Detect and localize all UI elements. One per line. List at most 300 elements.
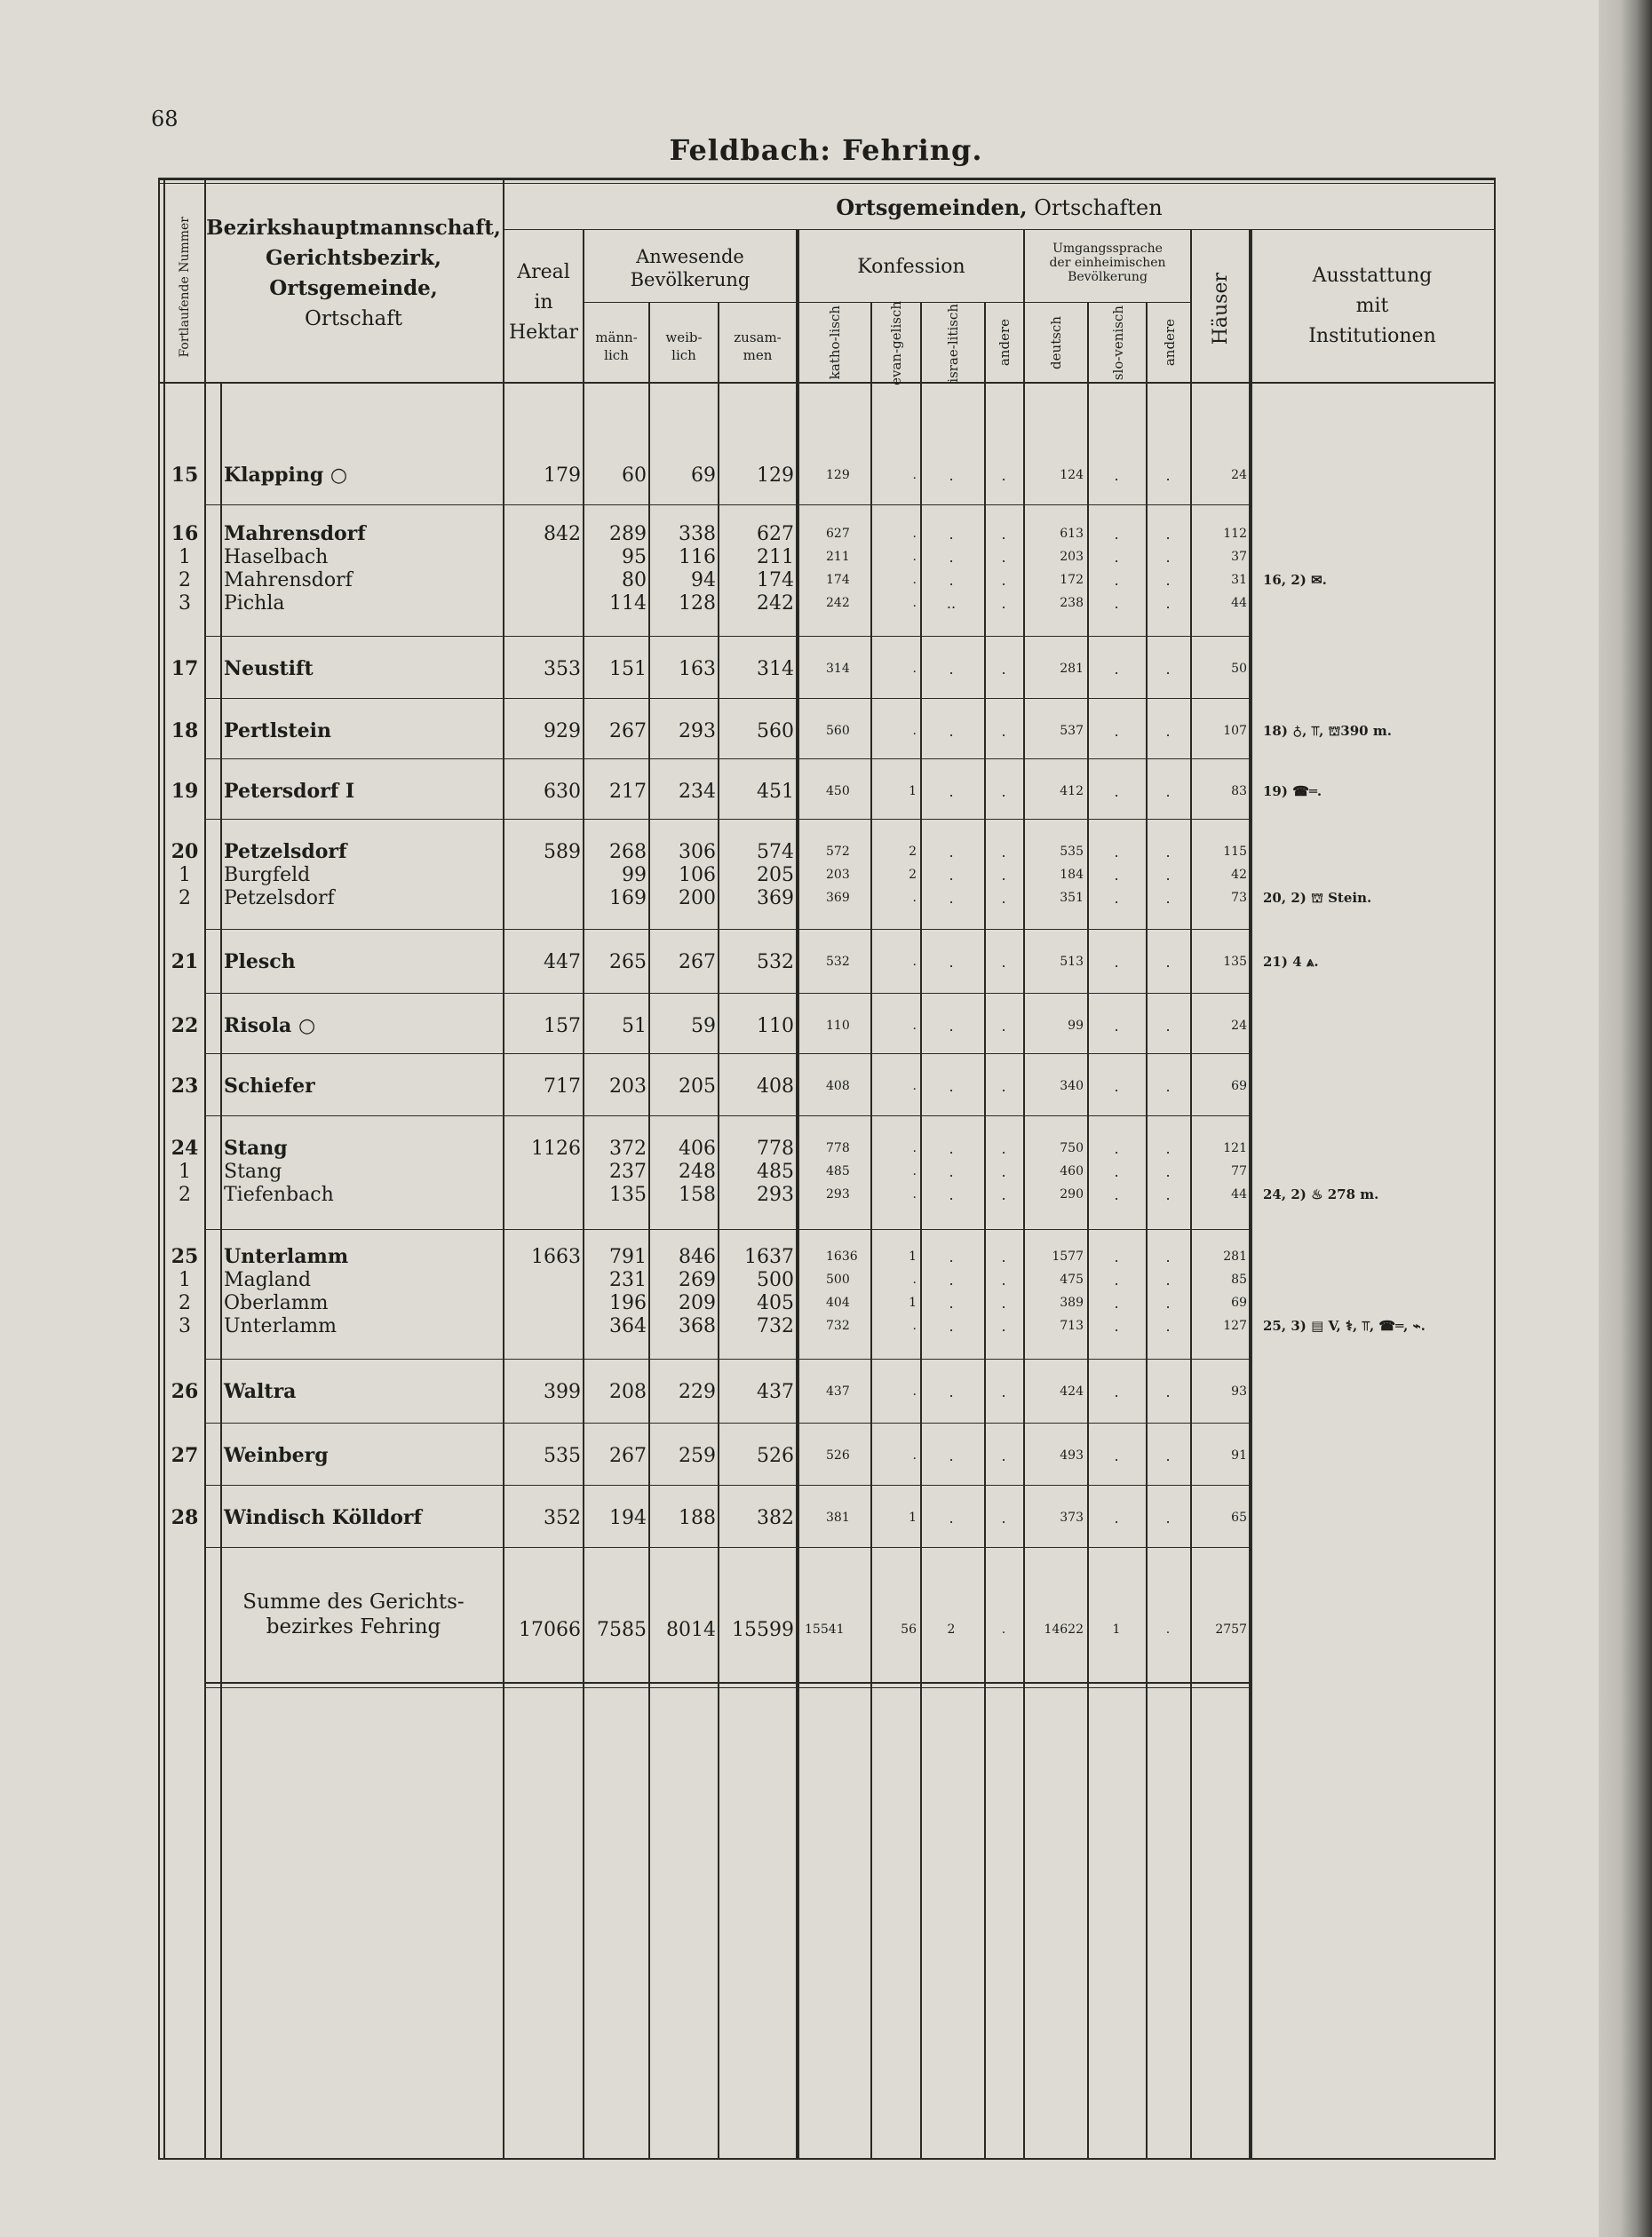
cell-f: 293 [679, 720, 716, 742]
cell-name: Plesch [224, 950, 296, 973]
cell-lo: . [1165, 890, 1171, 907]
header-female: weib- lich [665, 329, 703, 363]
cell-cat: 369 [826, 891, 850, 905]
cell-ev: . [912, 527, 917, 541]
cell-t: 408 [757, 1075, 794, 1098]
cell-h: 24 [1231, 468, 1247, 482]
cell-m: 372 [609, 1138, 647, 1160]
cell-ev: . [912, 573, 917, 587]
cell-lo: . [1165, 867, 1171, 884]
cell-lo: . [1165, 1249, 1171, 1265]
cell-f: 406 [679, 1138, 716, 1160]
cell-sl: . [1114, 526, 1119, 543]
cell-isr: . [949, 1186, 954, 1203]
cell-h: 121 [1223, 1141, 1247, 1155]
cell-isr: . [949, 526, 954, 543]
cell-lo: . [1165, 723, 1171, 740]
cell-ev: . [912, 1164, 917, 1178]
cell-de: 389 [1060, 1296, 1084, 1310]
cell-de: 290 [1060, 1187, 1084, 1202]
cell-ao: . [1001, 526, 1006, 543]
cell-isr: . [949, 1078, 954, 1095]
cell-h: 44 [1231, 596, 1247, 610]
cell-sl: . [1114, 572, 1119, 589]
cell-f: 269 [679, 1269, 716, 1291]
cell-nr: 20 [171, 840, 199, 863]
header-slovene: slo-venisch [1110, 305, 1126, 381]
cell-de: 535 [1060, 845, 1084, 859]
cell-m: 151 [609, 658, 647, 680]
cell-nr: 27 [171, 1444, 199, 1467]
cell-isr: . [949, 867, 954, 884]
cell-name: Burgfeld [224, 864, 311, 886]
cell-h: 112 [1223, 527, 1247, 541]
cell-f: 158 [679, 1184, 716, 1206]
cell-inst: 25, 3) ▤ V, ⚕, ⫪, ☎═, ⌁. [1263, 1318, 1426, 1334]
cell-lo: . [1165, 1510, 1171, 1527]
header-lang-other: andere [1162, 319, 1178, 367]
cell-de: 124 [1060, 468, 1084, 482]
cell-name: Tiefenbach [224, 1184, 334, 1206]
cell-f: 128 [679, 592, 716, 615]
cell-m: 265 [609, 951, 647, 973]
cell-f: 267 [679, 951, 716, 973]
cell-nr: 3 [179, 1315, 191, 1337]
cell-isr: . [949, 1384, 954, 1400]
cell-h: 69 [1231, 1079, 1247, 1093]
cell-cat: 560 [826, 724, 850, 738]
cell-inst: 24, 2) ♨ 278 m. [1263, 1186, 1379, 1202]
cell-area: 1126 [531, 1138, 581, 1160]
cell-ao: . [1001, 1163, 1006, 1180]
cell-lo: . [1165, 1448, 1171, 1464]
cell-cat: 293 [826, 1187, 850, 1202]
cell-area: 535 [544, 1445, 581, 1467]
cell-ev: . [912, 1079, 917, 1093]
cell-nr: 2 [179, 569, 191, 591]
cell-m: 208 [609, 1381, 647, 1403]
cell-t: 382 [757, 1507, 794, 1529]
cell-ao: . [1001, 1249, 1006, 1265]
cell-m: 196 [609, 1292, 647, 1314]
summary-f: 8014 [666, 1619, 716, 1641]
cell-ev: . [912, 1273, 917, 1287]
cell-name: Risola ○ [224, 1014, 316, 1037]
cell-ev: . [912, 1141, 917, 1155]
cell-h: 73 [1231, 891, 1247, 905]
cell-h: 91 [1231, 1448, 1247, 1463]
cell-ev: . [912, 724, 917, 738]
cell-h: 65 [1231, 1511, 1247, 1525]
cell-inst: 16, 2) ✉. [1263, 572, 1327, 588]
cell-cat: 526 [826, 1448, 850, 1463]
cell-nr: 25 [171, 1245, 199, 1268]
cell-name: Magland [224, 1269, 312, 1291]
cell-t: 211 [757, 546, 794, 568]
cell-h: 42 [1231, 868, 1247, 882]
cell-ao: . [1001, 549, 1006, 566]
cell-ao: . [1001, 467, 1006, 484]
cell-sl: . [1114, 1140, 1119, 1157]
cell-area: 929 [544, 720, 581, 742]
cell-sl: . [1114, 661, 1119, 678]
cell-name: Weinberg [224, 1444, 329, 1467]
cell-m: 203 [609, 1075, 647, 1098]
cell-isr: . [949, 1448, 954, 1464]
cell-isr: . [949, 572, 954, 589]
cell-h: 83 [1231, 784, 1247, 798]
cell-name: Petersdorf I [224, 780, 355, 803]
cell-nr: 24 [171, 1137, 199, 1160]
cell-isr: . [949, 723, 954, 740]
cell-f: 59 [691, 1015, 716, 1037]
cell-m: 237 [609, 1161, 647, 1183]
cell-nr: 18 [171, 719, 199, 742]
cell-ao: . [1001, 1448, 1006, 1464]
cell-name: Mahrensdorf [224, 522, 366, 545]
cell-m: 267 [609, 720, 647, 742]
cell-lo: . [1165, 467, 1171, 484]
cell-f: 234 [679, 781, 716, 803]
cell-area: 399 [544, 1381, 581, 1403]
cell-nr: 15 [171, 464, 199, 487]
cell-nr: 28 [171, 1506, 199, 1529]
cell-ev: 1 [909, 1249, 917, 1264]
cell-lo: . [1165, 1018, 1171, 1035]
cell-sl: . [1114, 783, 1119, 800]
cell-sl: . [1114, 1318, 1119, 1335]
cell-area: 842 [544, 523, 581, 545]
cell-f: 248 [679, 1161, 716, 1183]
cell-lo: . [1165, 595, 1171, 612]
cell-isr: . [949, 1295, 954, 1312]
cell-lo: . [1165, 526, 1171, 543]
cell-t: 314 [757, 658, 794, 680]
cell-de: 412 [1060, 784, 1084, 798]
cell-m: 791 [609, 1246, 647, 1268]
cell-de: 537 [1060, 724, 1084, 738]
cell-sl: . [1114, 954, 1119, 971]
cell-t: 369 [757, 887, 794, 909]
cell-de: 203 [1060, 550, 1084, 564]
cell-ao: . [1001, 1186, 1006, 1203]
cell-ao: . [1001, 844, 1006, 861]
summary-lo: . [1165, 1622, 1171, 1637]
cell-nr: 2 [179, 1292, 191, 1314]
cell-isr: . [949, 467, 954, 484]
cell-nr: 26 [171, 1380, 199, 1403]
cell-ev: . [912, 662, 917, 676]
cell-cat: 203 [826, 868, 850, 882]
cell-f: 106 [679, 864, 716, 886]
cell-lo: . [1165, 572, 1171, 589]
cell-f: 259 [679, 1445, 716, 1467]
cell-f: 229 [679, 1381, 716, 1403]
cell-f: 188 [679, 1507, 716, 1529]
cell-ao: . [1001, 867, 1006, 884]
cell-f: 205 [679, 1075, 716, 1098]
cell-sl: . [1114, 1078, 1119, 1095]
cell-de: 340 [1060, 1079, 1084, 1093]
cell-t: 451 [757, 781, 794, 803]
cell-lo: . [1165, 1186, 1171, 1203]
cell-sl: . [1114, 1018, 1119, 1035]
cell-nr: 19 [171, 780, 199, 803]
cell-ao: . [1001, 1078, 1006, 1095]
cell-area: 447 [544, 951, 581, 973]
cell-ao: . [1001, 1384, 1006, 1400]
cell-nr: 3 [179, 592, 191, 615]
cell-cat: 174 [826, 573, 850, 587]
cell-nr: 17 [171, 657, 199, 680]
cell-name: Haselbach [224, 546, 329, 568]
cell-nr: 2 [179, 887, 191, 909]
cell-nr: 1 [179, 1269, 191, 1291]
cell-nr: 1 [179, 864, 191, 886]
cell-ao: . [1001, 1272, 1006, 1289]
header-language: Umgangssprache der einheimischen Bevölkerung [1049, 242, 1166, 284]
header-protestant: evan-gelisch [888, 300, 904, 385]
cell-m: 51 [622, 1015, 647, 1037]
cell-ev: . [912, 468, 917, 482]
cell-lo: . [1165, 783, 1171, 800]
cell-h: 37 [1231, 550, 1247, 564]
cell-nr: 21 [171, 950, 199, 973]
cell-m: 289 [609, 523, 647, 545]
header-confession: Konfession [857, 256, 965, 278]
cell-t: 293 [757, 1184, 794, 1206]
cell-sl: . [1114, 1448, 1119, 1464]
cell-cat: 532 [826, 955, 850, 969]
cell-ao: . [1001, 572, 1006, 589]
cell-de: 513 [1060, 955, 1084, 969]
cell-f: 209 [679, 1292, 716, 1314]
cell-f: 846 [679, 1246, 716, 1268]
cell-m: 99 [622, 864, 647, 886]
cell-h: 50 [1231, 662, 1247, 676]
cell-cat: 572 [826, 845, 850, 859]
cell-m: 231 [609, 1269, 647, 1291]
cell-isr: . [949, 661, 954, 678]
cell-name: Petzelsdorf [224, 840, 347, 863]
cell-ao: . [1001, 954, 1006, 971]
header-district: Bezirkshauptmannschaft, Gerichtsbezirk, Ortsgemeinde, Ortschaft [206, 216, 501, 330]
cell-m: 194 [609, 1507, 647, 1529]
cell-area: 179 [544, 464, 581, 487]
cell-h: 69 [1231, 1296, 1247, 1310]
cell-m: 364 [609, 1315, 647, 1337]
cell-t: 778 [757, 1138, 794, 1160]
cell-cat: 381 [826, 1511, 850, 1525]
cell-de: 613 [1060, 527, 1084, 541]
cell-isr: . [949, 844, 954, 861]
cell-isr: . [949, 549, 954, 566]
cell-nr: 1 [179, 546, 191, 568]
cell-area: 1663 [531, 1246, 581, 1268]
cell-cat: 129 [826, 468, 850, 482]
cell-t: 526 [757, 1445, 794, 1467]
cell-de: 750 [1060, 1141, 1084, 1155]
cell-de: 99 [1068, 1019, 1084, 1033]
cell-cat: 404 [826, 1296, 850, 1310]
cell-sl: . [1114, 1249, 1119, 1265]
cell-cat: 211 [826, 550, 850, 564]
cell-nr: 2 [179, 1184, 191, 1206]
cell-lo: . [1165, 1295, 1171, 1312]
cell-name: Unterlamm [224, 1315, 337, 1337]
cell-cat: 485 [826, 1164, 850, 1178]
cell-h: 107 [1223, 724, 1247, 738]
cell-area: 589 [544, 841, 581, 863]
cell-sl: . [1114, 1510, 1119, 1527]
cell-ev: 2 [909, 868, 917, 882]
cell-name: Stang [224, 1161, 282, 1183]
cell-ao: . [1001, 1018, 1006, 1035]
cell-ev: . [912, 891, 917, 905]
summary-h: 2757 [1215, 1622, 1247, 1637]
cell-ev: . [912, 1384, 917, 1399]
cell-t: 485 [757, 1161, 794, 1183]
cell-isr: . [949, 1510, 954, 1527]
summary-ev: 56 [901, 1622, 917, 1637]
cell-t: 732 [757, 1315, 794, 1337]
cell-m: 169 [609, 887, 647, 909]
cell-cat: 500 [826, 1273, 850, 1287]
cell-t: 560 [757, 720, 794, 742]
summary-ao: . [1001, 1622, 1006, 1637]
summary-label: Summe des Gerichts- bezirkes Fehring [242, 1590, 465, 1638]
cell-f: 306 [679, 841, 716, 863]
cell-f: 163 [679, 658, 716, 680]
cell-sl: . [1114, 867, 1119, 884]
cell-t: 437 [757, 1381, 794, 1403]
cell-lo: . [1165, 1140, 1171, 1157]
header-row-number: Fortlaufende Nummer [178, 216, 192, 358]
cell-cat: 110 [826, 1019, 850, 1033]
cell-ev: 2 [909, 845, 917, 859]
cell-m: 267 [609, 1445, 647, 1467]
cell-de: 424 [1060, 1384, 1084, 1399]
cell-cat: 437 [826, 1384, 850, 1399]
cell-lo: . [1165, 1384, 1171, 1400]
summary-m: 7585 [597, 1619, 647, 1641]
page-number: 68 [151, 107, 179, 131]
cell-de: 238 [1060, 596, 1084, 610]
header-male: männ- lich [595, 329, 638, 363]
cell-t: 405 [757, 1292, 794, 1314]
cell-ev: . [912, 1448, 917, 1463]
cell-lo: . [1165, 1163, 1171, 1180]
cell-de: 713 [1060, 1319, 1084, 1333]
cell-nr: 23 [171, 1075, 199, 1098]
header-catholic: katho-lisch [827, 305, 843, 380]
summary-area: 17066 [519, 1619, 581, 1641]
cell-sl: . [1114, 844, 1119, 861]
cell-de: 493 [1060, 1448, 1084, 1463]
cell-ao: . [1001, 723, 1006, 740]
cell-name: Schiefer [224, 1075, 315, 1098]
cell-cat: 242 [826, 596, 850, 610]
cell-de: 1577 [1052, 1249, 1084, 1264]
cell-h: 31 [1231, 573, 1247, 587]
cell-f: 338 [679, 523, 716, 545]
header-german: deutsch [1048, 316, 1064, 369]
summary-sl: 1 [1112, 1622, 1121, 1637]
cell-ev: 1 [909, 1296, 917, 1310]
summary-cat: 15541 [805, 1622, 845, 1637]
cell-ao: . [1001, 1318, 1006, 1335]
cell-name: Stang [224, 1137, 288, 1160]
cell-name: Petzelsdorf [224, 887, 335, 909]
cell-inst: 18) ♁, ⫪, ⛫390 m. [1263, 723, 1392, 739]
cell-name: Unterlamm [224, 1245, 349, 1268]
cell-de: 172 [1060, 573, 1084, 587]
cell-sl: . [1114, 595, 1119, 612]
cell-t: 500 [757, 1269, 794, 1291]
cell-isr: . [949, 1272, 954, 1289]
cell-de: 475 [1060, 1273, 1084, 1287]
cell-isr: . [949, 1318, 954, 1335]
cell-name: Pertlstein [224, 719, 331, 742]
cell-isr: . [949, 890, 954, 907]
cell-name: Pichla [224, 592, 285, 615]
cell-ao: . [1001, 783, 1006, 800]
cell-sl: . [1114, 1384, 1119, 1400]
cell-h: 93 [1231, 1384, 1247, 1399]
cell-area: 352 [544, 1507, 581, 1529]
cell-t: 1637 [744, 1246, 794, 1268]
cell-area: 353 [544, 658, 581, 680]
summary-t: 15599 [732, 1619, 794, 1641]
cell-sl: . [1114, 1163, 1119, 1180]
cell-cat: 408 [826, 1079, 850, 1093]
header-group-title: Ortsgemeinden, Ortschaften [836, 194, 1163, 220]
cell-cat: 1636 [826, 1249, 858, 1264]
cell-f: 116 [679, 546, 716, 568]
cell-lo: . [1165, 1318, 1171, 1335]
cell-m: 95 [622, 546, 647, 568]
cell-ao: . [1001, 661, 1006, 678]
cell-f: 200 [679, 887, 716, 909]
cell-inst: 19) ☎═. [1263, 783, 1322, 799]
cell-t: 110 [757, 1015, 794, 1037]
cell-m: 80 [622, 569, 647, 591]
cell-h: 135 [1223, 955, 1247, 969]
cell-name: Klapping ○ [224, 464, 348, 487]
cell-ev: . [912, 1319, 917, 1333]
cell-ao: . [1001, 595, 1006, 612]
cell-f: 368 [679, 1315, 716, 1337]
cell-inst: 20, 2) ⛫ Stein. [1263, 890, 1372, 906]
cell-ao: . [1001, 1140, 1006, 1157]
header-areal: Areal in Hektar [508, 261, 578, 344]
cell-lo: . [1165, 844, 1171, 861]
cell-isr: . [949, 1018, 954, 1035]
cell-ev: 1 [909, 784, 917, 798]
cell-m: 268 [609, 841, 647, 863]
cell-name: Waltra [224, 1380, 297, 1403]
cell-t: 205 [757, 864, 794, 886]
cell-de: 373 [1060, 1511, 1084, 1525]
cell-h: 85 [1231, 1273, 1247, 1287]
cell-isr: . [949, 783, 954, 800]
header-conf-other: andere [997, 319, 1013, 367]
cell-ao: . [1001, 1295, 1006, 1312]
cell-f: 94 [691, 569, 716, 591]
cell-h: 127 [1223, 1319, 1247, 1333]
page-title: Feldbach: Fehring. [669, 133, 983, 167]
cell-name: Oberlamm [224, 1292, 329, 1314]
